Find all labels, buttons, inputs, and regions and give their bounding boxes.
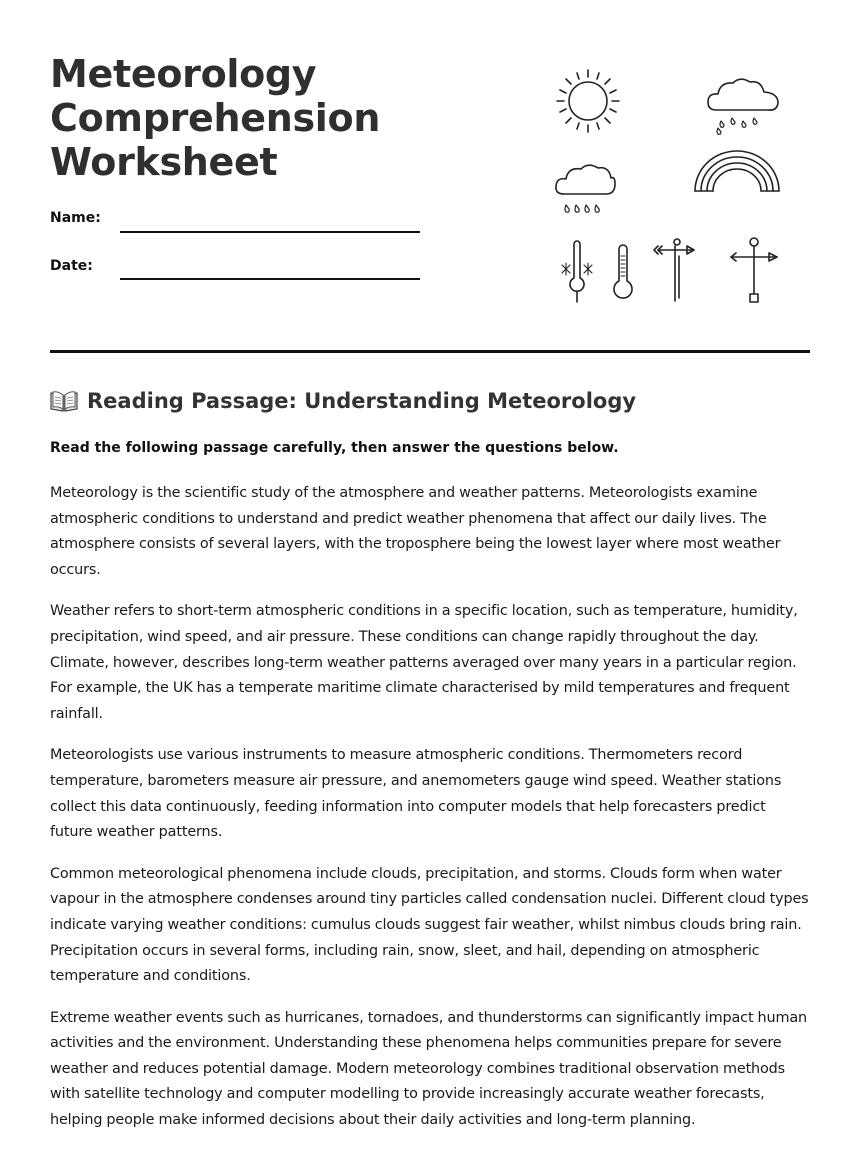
rainbow-icon <box>695 151 779 191</box>
thermometer-icon <box>614 245 632 298</box>
rain-cloud-icon <box>708 79 778 134</box>
worksheet-title <box>50 52 490 184</box>
passage-paragraph: Common meteorological phenomena include clouds, precipitation, and storms. Clouds form when water vapour in the atmosphere condenses around tiny particles called condensation nuclei. Different cloud types indicate varying weather conditions: cumulus clouds suggest fair weather, whilst nimbus clouds bring rain. Precipitation occurs in several forms, including rain, snow, sleet, and hail, depending on atmospheric temperature and conditions. <box>50 865 809 985</box>
weather-illustration <box>548 66 798 311</box>
date-label: Date: <box>50 258 93 274</box>
cloud-with-raindrops-icon <box>556 165 615 212</box>
title-line-3: Worksheet <box>50 140 278 184</box>
wind-vane-icon <box>654 239 694 301</box>
name-label: Name: <box>50 210 101 226</box>
reading-heading <box>50 389 636 413</box>
passage-paragraph: Extreme weather events such as hurricanes, tornadoes, and thunderstorms can significantly impact human activities and the environment. Understanding these phenomena helps communities prepare for severe weather and reduces potential damage. Modern meteorology combines traditional observation methods with satellite technology and computer modelling to provide increasingly accurate weather forecasts, helping people make informed decisions about their daily activities and long-term planning. <box>50 1009 808 1129</box>
reading-heading-text: Reading Passage: Understanding Meteorology <box>87 389 637 413</box>
passage-paragraph: Weather refers to short-term atmospheric conditions in a specific location, such as temperature, humidity, precipitation, wind speed, and air pressure. These conditions can change rapidly throughout the day. Climate, however, describes long-term weather patterns averaged over many years in a particular region. For example, the UK has a temperate maritime climate characterised by mild temperatures and frequent rainfall. <box>50 603 798 722</box>
snow-thermometer-icon <box>562 241 592 302</box>
open-book-icon <box>50 390 78 412</box>
name-field[interactable] <box>120 231 420 233</box>
sun-icon <box>557 70 619 132</box>
reading-passage <box>50 481 810 1150</box>
passage-paragraph: Meteorology is the scientific study of the atmosphere and weather patterns. Meteorologists examine atmospheric conditions to understand and predict weather phenomena that affect our daily lives. The atmosphere consists of several layers, with the troposphere being the lowest layer where most weather occurs. <box>50 485 781 578</box>
date-field[interactable] <box>120 278 420 280</box>
title-line-1: Meteorology <box>50 52 317 96</box>
weather-vane-icon <box>731 238 777 302</box>
reading-instruction: Read the following passage carefully, then answer the questions below. <box>50 440 619 456</box>
passage-paragraph: Meteorologists use various instruments to measure atmospheric conditions. Thermometers record temperature, barometers measure air pressure, and anemometers gauge wind speed. Weather stations collect this data continuously, feeding information into computer models that help forecasters predict future weather patterns. <box>50 747 782 841</box>
title-line-2: Comprehension <box>50 96 381 140</box>
header-divider <box>50 350 810 353</box>
